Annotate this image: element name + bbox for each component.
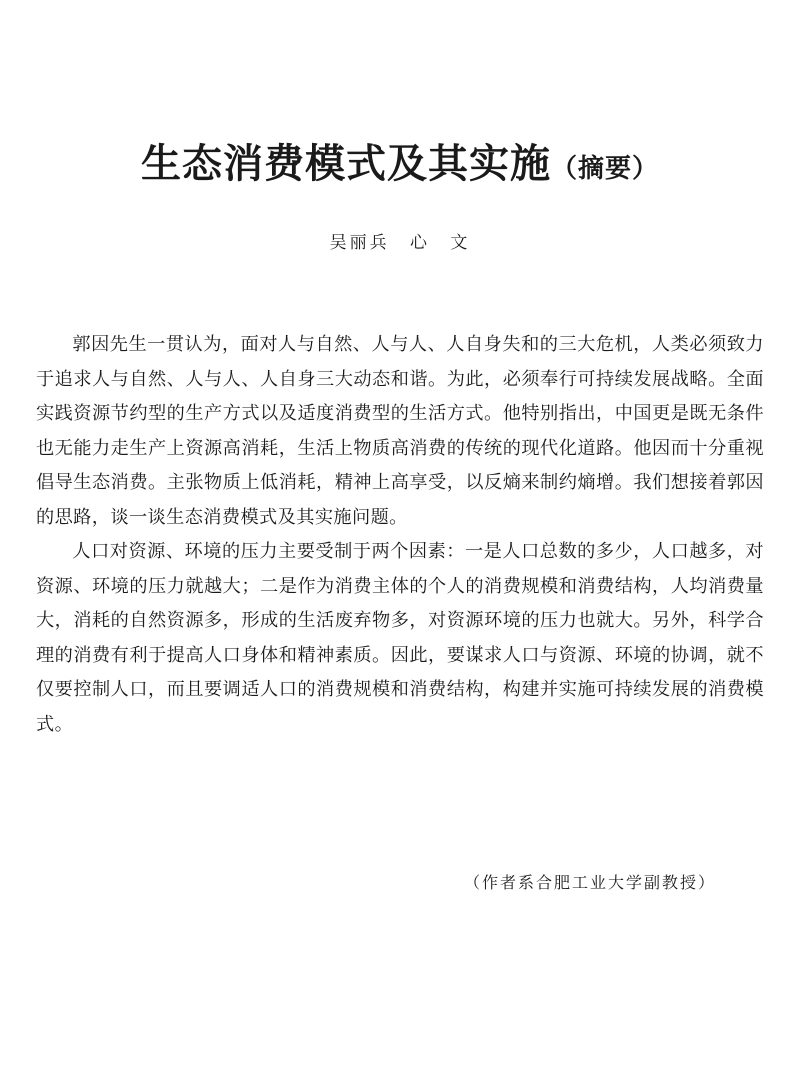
author-line xyxy=(0,228,800,253)
title-main: 生态消费模式及其实施 xyxy=(140,141,551,187)
author-name: 吴丽兵 xyxy=(329,233,390,253)
body-paragraph: 人口对资源、环境的压力主要受制于两个因素：一是人口总数的多少，人口越多，对资源、环境的压力就越大；二是作为消费主体的个人的消费规模和消费结构，人均消费量大，消耗的自然资源多，形成的生活废弃物多，对资源环境的压力也就大。另外，科学合理的消费有利于提高人口身体和精神素质。因此，要谋求人口与资源、环境的协调，就不仅要控制人口，而且要调适人口的消费规模和消费结构，构建并实施可持续发展的消费模式。 xyxy=(36,541,764,735)
article-body xyxy=(36,328,764,742)
body-paragraph: 郭因先生一贯认为，面对人与自然、人与人、人自身失和的三大危机，人类必须致力于追求人与自然、人与人、人自身三大动态和谐。为此，必须奉行可持续发展战略。全面实践资源节约型的生产方式以及适度消费型的生活方式。他特别指出，中国更是既无条件也无能力走生产上资源高消耗，生活上物质高消费的传统的现代化道路。他因而十分重视倡导生态消费。主张物质上低消耗，精神上高享受，以反熵来制约熵增。我们想接着郭因的思路，谈一谈生态消费模式及其实施问题。 xyxy=(36,334,764,528)
author-name: 文 xyxy=(450,233,471,253)
author-name: 心 xyxy=(410,233,430,253)
author-affiliation-note: （作者系合肥工业大学副教授） xyxy=(463,873,716,892)
title-note: （摘要） xyxy=(550,154,659,184)
article-title xyxy=(0,136,800,197)
